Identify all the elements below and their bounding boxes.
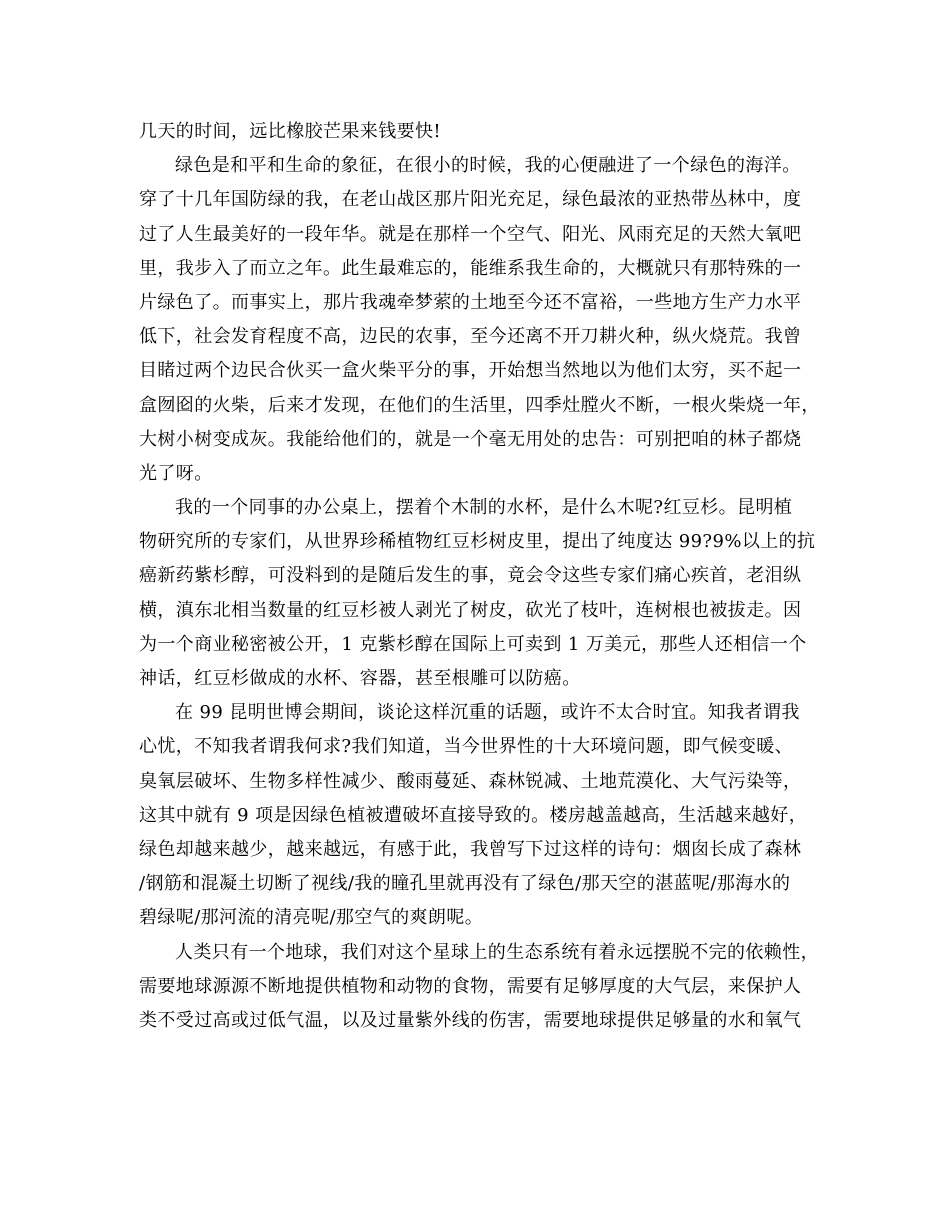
paragraph-first-line: 人类只有一个地球，我们对这个星球上的生态系统有着永远摆脱不完的依赖性， — [175, 941, 819, 963]
paragraph-first-line: 绿色是和平和生命的象征，在很小的时候，我的心便融进了一个绿色的海洋。 — [175, 155, 801, 177]
text-line: 横，滇东北相当数量的红豆杉被人剥光了树皮，砍光了枝叶，连树根也被拔走。因 — [139, 599, 802, 621]
text-line: 癌新药紫杉醇，可没料到的是随后发生的事，竟会令这些专家们痛心疾首，老泪纵 — [139, 565, 802, 587]
text-line: 神话，红豆杉做成的水杯、容器，甚至根雕可以防癌。 — [139, 668, 581, 689]
text-line: 几天的时间，远比橡胶芒果来钱要快! — [139, 121, 442, 142]
text-line: 这其中就有 9 项是因绿色植被遭破坏直接导致的。楼房越盖越高，生活越来越好， — [139, 804, 808, 826]
text-line: 光了呀。 — [139, 462, 213, 484]
text-line: 片绿色了。而事实上，那片我魂牵梦萦的土地至今还不富裕，一些地方生产力水平 — [139, 291, 802, 313]
text-line: 绿色却越来越少，越来越远，有感于此，我曾写下过这样的诗句：烟囱长成了森林 — [139, 838, 802, 860]
text-line: 类不受过高或过低气温，以及过量紫外线的伤害，需要地球提供足够量的水和氧气 — [139, 1009, 802, 1031]
text-line: 里，我步入了而立之年。此生最难忘的，能维系我生命的，大概就只有那特殊的一 — [139, 257, 802, 279]
text-line: 低下，社会发育程度不高，边民的农事，至今还离不开刀耕火种，纵火烧荒。我曾 — [139, 326, 802, 348]
text-line: 目睹过两个边民合伙买一盒火柴平分的事，开始想当然地以为他们太穷，买不起一 — [139, 360, 802, 382]
text-line: 大树小树变成灰。我能给他们的，就是一个毫无用处的忠告：可别把咱的林子都烧 — [139, 428, 802, 450]
text-line: 物研究所的专家们，从世界珍稀植物红豆杉树皮里，提出了纯度达 99?9%以上的抗 — [139, 531, 816, 553]
text-line: 碧绿呢/那河流的清亮呢/那空气的爽朗呢。 — [139, 907, 484, 929]
text-line: 需要地球源源不断地提供植物和动物的食物，需要有足够厚度的大气层，来保护人 — [139, 975, 802, 997]
text-line: 为一个商业秘密被公开，1 克紫杉醇在国际上可卖到 1 万美元，那些人还相信一个 — [139, 633, 807, 655]
text-line: /钢筋和混凝土切断了视线/我的瞳孔里就再没有了绿色/那天空的湛蓝呢/那海水的 — [139, 873, 791, 895]
text-line: 心忧，不知我者谓我何求?我们知道，当今世界性的十大环境问题，即气候变暖、 — [139, 736, 794, 758]
text-line: 过了人生最美好的一段年华。就是在那样一个空气、阳光、风雨充足的天然大氧吧 — [139, 223, 802, 245]
text-line: 盒囫囵的火柴，后来才发现，在他们的生活里，四季灶膛火不断，一根火柴烧一年， — [139, 394, 820, 416]
body-text — [139, 115, 820, 1038]
paragraph-first-line: 我的一个同事的办公桌上，摆着个木制的水杯，是什么木呢?红豆杉。昆明植 — [175, 497, 793, 519]
paragraph-first-line: 在 99 昆明世博会期间，谈论这样沉重的话题，或许不太合时宜。知我者谓我 — [175, 702, 800, 724]
text-line: 臭氧层破坏、生物多样性减少、酸雨蔓延、森林锐减、土地荒漠化、大气污染等， — [139, 770, 802, 792]
text-line: 穿了十几年国防绿的我，在老山战区那片阳光充足，绿色最浓的亚热带丛林中，度 — [139, 189, 802, 211]
